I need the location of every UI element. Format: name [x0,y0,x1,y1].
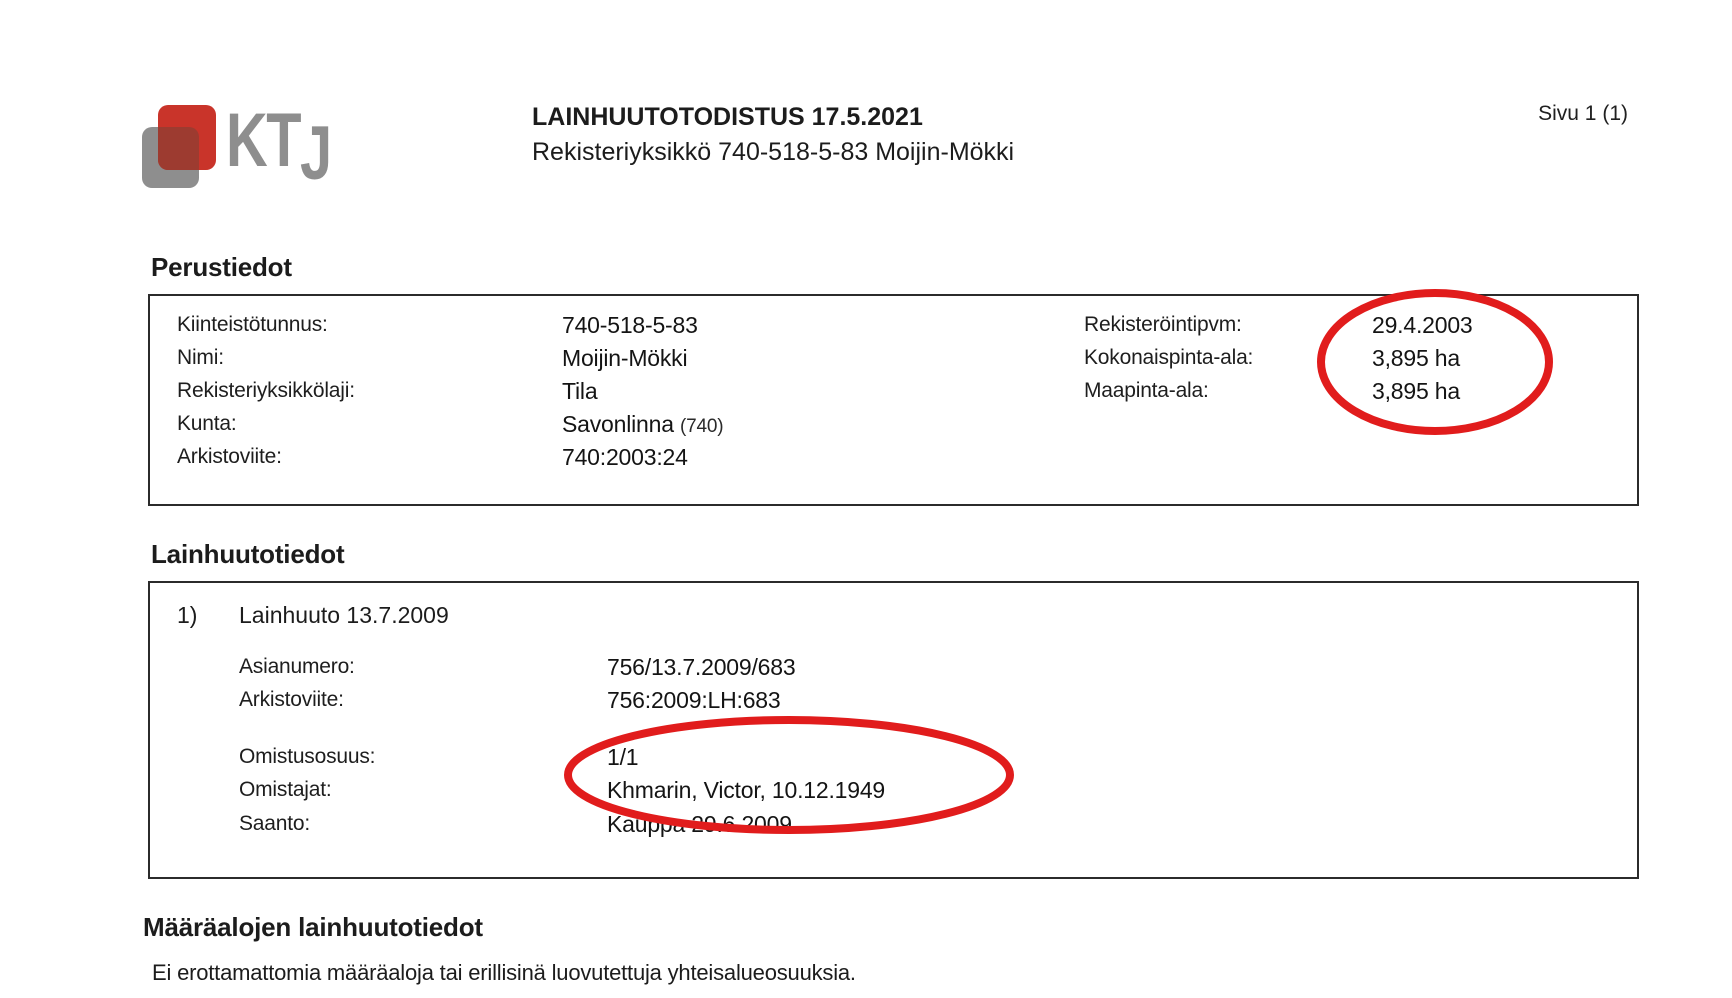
field-label: Rekisteriyksikkölaji: [177,379,355,402]
section-heading-lainhuutotiedot: Lainhuutotiedot [151,539,345,569]
field-value: 29.4.2003 [1372,312,1473,338]
field-value: Kauppa 29.6.2009 [607,811,792,837]
entry-number: 1) [177,602,198,628]
field-label: Kiinteistötunnus: [177,313,328,336]
page-number: Sivu 1 (1) [1538,102,1628,125]
field-label: Rekisteröintipvm: [1084,313,1242,336]
field-label: Omistajat: [239,778,332,801]
entry-title: Lainhuuto 13.7.2009 [239,602,449,628]
field-label: Kokonaispinta-ala: [1084,346,1254,369]
field-value: Moijin-Mökki [562,345,688,371]
field-value: 740:2003:24 [562,444,688,470]
logo-overlap-square [158,127,199,170]
section-heading-maaraalat: Määräalojen lainhuutotiedot [143,912,483,942]
field-value: 756/13.7.2009/683 [607,654,796,680]
field-value: Savonlinna (740) [562,411,724,437]
field-label: Nimi: [177,346,224,369]
field-label: Maapinta-ala: [1084,379,1209,402]
field-value: 740-518-5-83 [562,312,698,338]
field-label: Arkistoviite: [177,445,282,468]
maaraalat-statement: Ei erottamattomia määräaloja tai erillisinä luovutettuja yhteisalueosuuksia. [152,960,856,985]
field-label: Arkistoviite: [239,688,344,711]
field-value: 3,895 ha [1372,378,1460,404]
perustiedot-box [148,294,1639,506]
field-label: Kunta: [177,412,237,435]
municipality-code: (740) [680,416,724,437]
field-value: 1/1 [607,744,639,770]
lainhuutotiedot-box [148,581,1639,879]
field-label: Omistusosuus: [239,745,376,768]
logo-text: KTJ [226,98,331,196]
section-heading-perustiedot: Perustiedot [151,252,292,282]
field-value: 3,895 ha [1372,345,1460,371]
field-label: Asianumero: [239,655,355,678]
owner-name-value: Khmarin, Victor, 10.12.1949 [607,777,886,803]
document-title: LAINHUUTOTODISTUS 17.5.2021 [532,103,923,131]
field-value: Tila [562,378,598,404]
document-subtitle: Rekisteriyksikkö 740-518-5-83 Moijin-Mökki [532,138,1015,166]
field-value: 756:2009:LH:683 [607,687,781,713]
field-label: Saanto: [239,812,310,835]
